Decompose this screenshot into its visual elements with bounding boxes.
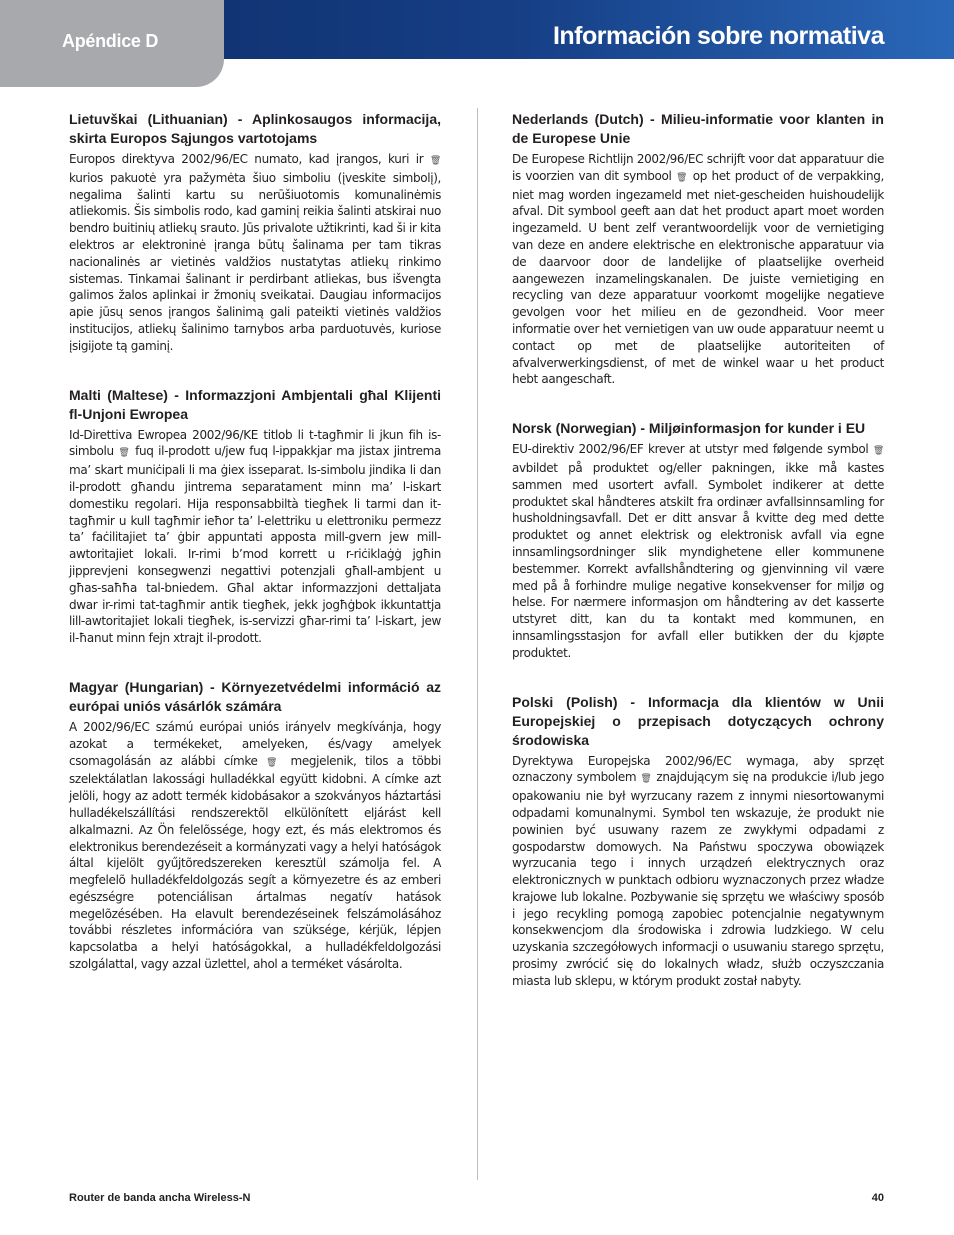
- section-maltese: [69, 386, 441, 647]
- footer-page-number: 40: [871, 1192, 884, 1204]
- section-body: A 2002/96/EC számú európai uniós irányelv megkívánja, hogy azokat a termékeket, amelyeken, és/vagy amelyek csomagolásán az alábbi címke 🗑︎ megjelenik, tilos a többi szelektálatlan lakossági hulladékkal együtt kidobni. A címke azt jelöli, hogy az adott termék kidobásakor a szokványos háztartási hulladékelszállítási rendszerektõl elkülönített eljárást kell alkalmazni. Az Ön felelõssége, hogy ezt, és más elektromos és elektronikus berendezéseit a kormányzati vagy a helyi hatóságok által kijelölt gyűjtõredszereken keresztül számolja fel. A megfelelõ hulladékfeldolgozás segít a környezetre és az emberi egészségre potenciálisan ártalmas negatív hatások megelõzésében. Ha elavult berendezéseinek felszámolásához további részletes információra van szüksége, kérjük, lépjen kapcsolatba a helyi hatóságokkal, a hulladékfeldolgozási szolgálattal, vagy azzal üzlettel, ahol a terméket vásárolta.: [69, 719, 441, 972]
- weee-bin-icon: 🗑︎: [429, 156, 441, 166]
- weee-bin-icon: 🗑︎: [872, 446, 884, 457]
- section-body: De Europese Richtlijn 2002/96/EC schrijft voor dat apparatuur die is voorzien van dit symbool 🗑︎ op het product of de verpakking, niet mag worden ingezameld met niet-gescheiden huishoudelijk afval. Dit symbool geeft aan dat het product apart moet worden ingezameld. U bent zelf verantwoordelijk voor de vernietiging van deze en andere elektrische en elektronische apparatuur via de daarvoor door de landelijke of plaatselijke overheid aangewezen inzamelingskanalen. De juiste vernietiging en recycling van deze apparatuur voorkomt mogelijke negatieve gevolgen voor het milieu en de gezondheid. Voor meer informatie over het vernietigen van uw oude apparatuur neemt u contact op met de plaatselijke autoriteiten of afvalverwerkingsdienst, of met de winkel waar u het product hebt aangeschaft.: [512, 152, 885, 387]
- right-column: [512, 110, 884, 1021]
- page-title: Información sobre normativa: [552, 22, 884, 50]
- column-divider: [477, 108, 478, 1180]
- weee-bin-icon: 🗑︎: [640, 774, 653, 785]
- section-heading: Norsk (Norwegian) - Miljøinformasjon for kunder i EU: [512, 420, 866, 437]
- left-column: [69, 110, 441, 1004]
- section-heading: Polski (Polish) - Informacja dla klientów w Unii Europejskiej o przepisach dotyczących ochrony środowiska: [512, 693, 884, 748]
- section-heading: Lietuvškai (Lithuanian) - Aplinkosaugos informacija, skirta Europos Sąjungos vartotojams: [69, 111, 441, 146]
- section-heading: Nederlands (Dutch) - Milieu-informatie voor klanten in de Europese Unie: [512, 111, 884, 146]
- section-hungarian: [69, 678, 441, 973]
- section-dutch: [512, 110, 884, 388]
- section-lithuanian: [69, 110, 441, 355]
- section-body: EU-direktiv 2002/96/EF krever at utstyr med følgende symbol 🗑︎ avbildet på produktet og/eller pakningen, ikke må kastes sammen med usortert avfall. Symbolet indikerer at dette produktet skal håndteres atskilt fra ordinær avfallsinnsamling for husholdningsavfall. Det er ditt ansvar å kvitte deg med dette produktet og annet elektrisk og elektronisk avfall via egne innsamlingsordninger slik myndighetene eller kommunene bestemmer. Korrekt avfallshåndtering og gjenvinning vil være med på å forhindre mulige negative konsekvenser for miljø og helse. For nærmere informasjon om håndtering av det kasserte utstyret ditt, kan du ta kontakt med kommunen, en innsamlingsstasjon for avfall eller butikken der du kjøpte produktet.: [512, 442, 884, 660]
- section-body: Id-Direttiva Ewropea 2002/96/KE titlob li t-tagħmir li jkun fih is-simbolu 🗑︎ fuq il-prodott u/jew fuq l-ippakkjar ma jistax jintrema ma’ skart muniċipali li ma ġiex isseparat. Is-simbolu jindika li dan il-prodott għandu jintrema separatament minn ma’ l-iskart domestiku regolari. Hija responsabbiltà tiegħek li tarmi dan it-tagħmir u kull tagħmir ieħor ta’ l-elettriku u elettroniku permezz ta’ faċilitajiet ta’ ġbir appuntati apposta mill-gvern jew mill-awtoritajiet lokali. Ir-rimi b’mod korrett u r-riċiklaġġ jgħin jipprevjeni konsegwenzi negattivi potenzjali għall-ambjent u għas-saħħa tal-bniedem. Għal aktar informazzjoni dettaljata dwar ir-rimi tat-tagħmir antik tiegħek, jekk jogħġbok ikkuntattja lill-awtoritajiet lokali tiegħek, is-servizzi għar-rimi ta’ l-iskart, jew il-ħanut minn fejn xtrajt il-prodott.: [69, 427, 441, 646]
- section-heading: Magyar (Hungarian) - Környezetvédelmi információ az európai uniós vásárlók számára: [69, 678, 441, 714]
- appendix-tab: [0, 0, 224, 87]
- section-polish: [512, 693, 884, 990]
- section-heading: Malti (Maltese) - Informazzjoni Ambjentali għal Klijenti fl-Unjoni Ewropea: [69, 386, 441, 422]
- weee-bin-icon: 🗑︎: [118, 448, 131, 459]
- section-norwegian: [512, 419, 884, 661]
- section-body: Dyrektywa Europejska 2002/96/EC wymaga, aby sprzęt oznaczony symbolem 🗑︎ znajdującym się na produkcie i/lub jego opakowaniu nie był wyrzucany razem z innymi niesortowanymi odpadami komunalnymi. Symbol ten wskazuje, że produkt nie powinien być usuwany razem ze zwykłymi odpadami z gospodarstw domowych. Na Państwu spoczywa obowiązek wyrzucania tego i innych urządzeń elektrycznych oraz elektronicznych w punktach odbioru wyznaczonych przez władze krajowe lub lokalne. Pozbywanie się sprzętu we właściwy sposób i jego recykling pomogą zapobiec potencjalnie negatywnym konsekwencjom dla środowiska i zdrowia ludzkiego. W celu uzyskania szczegółowych informacji o usuwaniu starego sprzętu, prosimy zwrócić się do lokalnych władz, służb oczyszczania miasta lub sklepu, w którym produkt został nabyty.: [512, 753, 884, 988]
- section-body: Europos direktyva 2002/96/EC numato, kad įrangos, kuri ir 🗑︎ kurios pakuotė yra pažymėta šiuo simboliu (įveskite simbolį), negalima šalinti kartu su nerūšiuotomis komunalinėmis atliekomis. Šis simbolis rodo, kad gaminį reikia šalinti atskirai nuo bendro buitinių atliekų srauto. Jūs privalote užtikrinti, kad ši ir kita elektros ar elektroninė įranga būtų šalinama per tam tikras nacionalinės ar vietinės valdžios nustatytas atliekų rinkimo sistemas. Tinkamai šalinant ir perdirbant atliekas, bus išvengta galimos žalos aplinkai ir žmonių sveikatai. Daugiau informacijos apie jūsų senos įrangos šalinimą gali pateikti vietinės valdžios institucijos, atliekų šalinimo tarnybos arba parduotuvės, kuriose įsigijote tą gaminį.: [69, 152, 441, 353]
- weee-bin-icon: 🗑︎: [676, 172, 689, 183]
- appendix-label: Apéndice D: [62, 31, 159, 51]
- footer-product-name: Router de banda ancha Wireless-N: [69, 1192, 251, 1204]
- weee-bin-icon: 🗑︎: [266, 757, 283, 768]
